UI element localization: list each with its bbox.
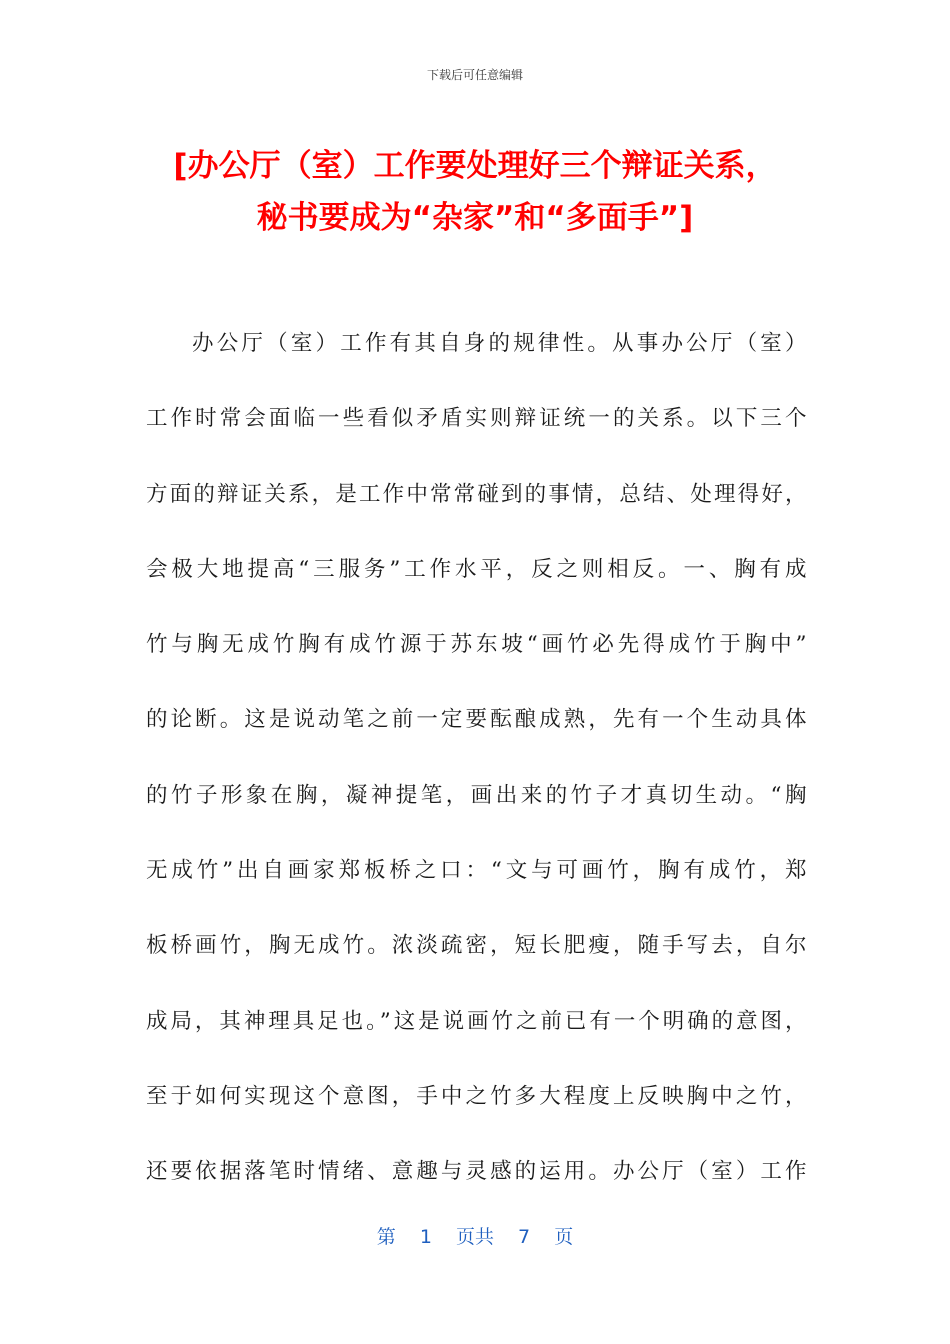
document-title bbox=[60, 140, 890, 244]
body-line: 成局，其神理具足也。”这是说画竹之前已有一个明确的意图， bbox=[146, 1008, 808, 1034]
body-text bbox=[146, 320, 808, 1224]
title-line-2: 秘书要成为“杂家”和“多面手”] bbox=[256, 200, 694, 236]
footer-page-prefix: 第 bbox=[376, 1226, 396, 1248]
body-line: 竹与胸无成竹胸有成竹源于苏东坡“画竹必先得成竹于胸中” bbox=[146, 632, 808, 658]
body-line: 办公厅（室）工作有其自身的规律性。从事办公厅（室） bbox=[192, 331, 808, 356]
title-line-1: [办公厅（室）工作要处理好三个辩证关系， bbox=[173, 148, 777, 184]
body-line: 会极大地提高“三服务”工作水平，反之则相反。一、胸有成 bbox=[146, 556, 808, 582]
body-line: 无成竹”出自画家郑板桥之口：“文与可画竹，胸有成竹，郑 bbox=[146, 858, 808, 884]
footer-page-suffix: 页 bbox=[554, 1226, 574, 1248]
page-footer bbox=[0, 1222, 950, 1249]
body-line: 至于如何实现这个意图，手中之竹多大程度上反映胸中之竹， bbox=[146, 1083, 808, 1109]
footer-page-mid: 页共 bbox=[455, 1226, 494, 1248]
body-line: 方面的辩证关系，是工作中常常碰到的事情，总结、处理得好， bbox=[146, 481, 808, 507]
body-line: 还要依据落笔时情绪、意趣与灵感的运用。办公厅（室）工作 bbox=[146, 1159, 808, 1185]
body-line: 的论断。这是说动笔之前一定要酝酿成熟，先有一个生动具体 bbox=[146, 707, 808, 733]
body-line: 板桥画竹，胸无成竹。浓淡疏密，短长肥瘦，随手写去，自尔 bbox=[146, 933, 808, 959]
footer-total-pages: 7 bbox=[518, 1226, 531, 1248]
body-line: 的竹子形象在胸，凝神提笔，画出来的竹子才真切生动。“胸 bbox=[146, 782, 808, 808]
body-line: 工作时常会面临一些看似矛盾实则辩证统一的关系。以下三个 bbox=[146, 406, 808, 432]
header-note: 下载后可任意编辑 bbox=[426, 68, 523, 82]
footer-page-number: 1 bbox=[419, 1226, 432, 1248]
